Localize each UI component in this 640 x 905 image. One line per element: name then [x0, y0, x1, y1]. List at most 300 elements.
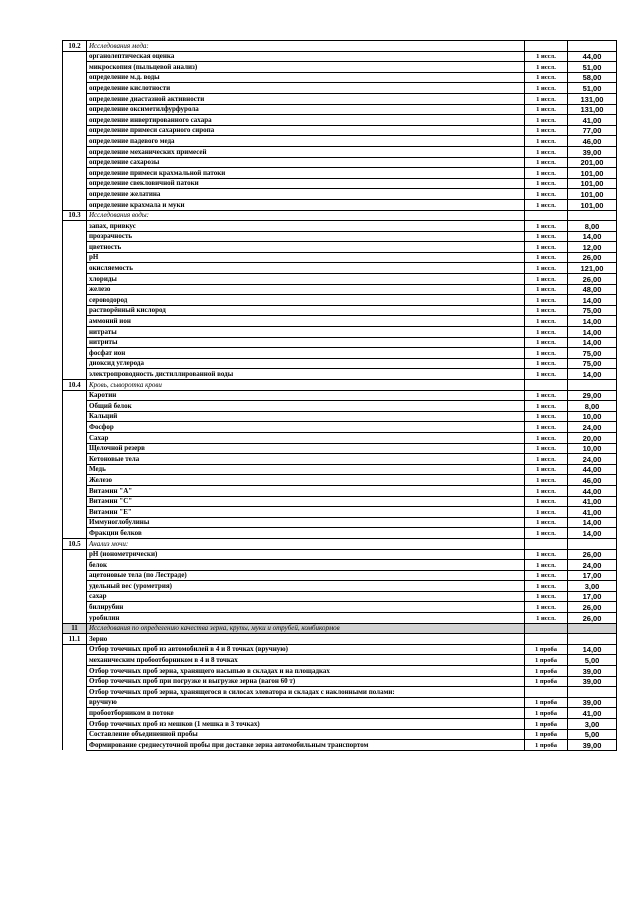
table-row — [63, 295, 617, 306]
row-number-cell — [63, 485, 87, 496]
service-price: 201,00 — [568, 157, 617, 168]
service-price — [568, 687, 617, 698]
service-price: 121,00 — [568, 263, 617, 274]
service-unit: 1 иссл. — [525, 104, 568, 115]
table-row — [63, 157, 617, 168]
row-number-cell — [63, 316, 87, 327]
table-row — [63, 517, 617, 528]
service-name: электропроводность дистиллированной воды — [87, 369, 525, 380]
row-number-cell — [63, 189, 87, 200]
row-number-cell — [63, 327, 87, 338]
service-unit: 1 иссл. — [525, 570, 568, 581]
row-number-cell — [63, 401, 87, 412]
service-unit: 1 проба — [525, 655, 568, 666]
table-row — [63, 104, 617, 115]
service-name: запах, привкус — [87, 221, 525, 232]
service-price: 39,00 — [568, 697, 617, 708]
service-price: 14,00 — [568, 517, 617, 528]
section-number: 10.2 — [63, 41, 87, 52]
service-price: 101,00 — [568, 168, 617, 179]
table-row — [63, 263, 617, 274]
section-header-row — [63, 538, 617, 549]
service-unit: 1 проба — [525, 729, 568, 740]
service-price: 17,00 — [568, 591, 617, 602]
table-row — [63, 602, 617, 613]
table-row — [63, 231, 617, 242]
service-unit: 1 проба — [525, 740, 568, 751]
service-unit: 1 иссл. — [525, 72, 568, 83]
service-name: Медь — [87, 464, 525, 475]
service-unit: 1 иссл. — [525, 327, 568, 338]
service-price: 14,00 — [568, 316, 617, 327]
service-price: 26,00 — [568, 252, 617, 263]
service-price: 51,00 — [568, 62, 617, 73]
table-row — [63, 528, 617, 539]
table-row — [63, 125, 617, 136]
row-number-cell — [63, 242, 87, 253]
service-price: 26,00 — [568, 602, 617, 613]
row-number-cell — [63, 305, 87, 316]
service-price: 75,00 — [568, 305, 617, 316]
service-price: 20,00 — [568, 432, 617, 443]
service-unit: 1 проба — [525, 719, 568, 730]
service-unit: 1 иссл. — [525, 51, 568, 62]
service-unit: 1 иссл. — [525, 305, 568, 316]
table-row — [63, 676, 617, 687]
service-price: 44,00 — [568, 464, 617, 475]
row-number-cell — [63, 284, 87, 295]
service-name: определение оксиметилфурфурола — [87, 104, 525, 115]
table-row — [63, 221, 617, 232]
service-unit: 1 иссл. — [525, 464, 568, 475]
table-row — [63, 570, 617, 581]
row-number-cell — [63, 454, 87, 465]
row-number-cell — [63, 146, 87, 157]
service-name: рН — [87, 252, 525, 263]
service-name: ацетоновые тела (по Лестраде) — [87, 570, 525, 581]
service-unit: 1 иссл. — [525, 231, 568, 242]
service-price: 48,00 — [568, 284, 617, 295]
unit-cell — [525, 380, 568, 391]
row-number-cell — [63, 697, 87, 708]
service-price: 41,00 — [568, 496, 617, 507]
table-row — [63, 613, 617, 624]
service-name: определение крахмала и муки — [87, 199, 525, 210]
service-name: удельный вес (урометрия) — [87, 581, 525, 592]
service-price: 41,00 — [568, 708, 617, 719]
service-unit: 1 иссл. — [525, 157, 568, 168]
service-price: 14,00 — [568, 327, 617, 338]
service-price: 131,00 — [568, 104, 617, 115]
service-name: билирубин — [87, 602, 525, 613]
table-row — [63, 72, 617, 83]
service-price: 39,00 — [568, 676, 617, 687]
table-row — [63, 719, 617, 730]
row-number-cell — [63, 591, 87, 602]
row-number-cell — [63, 348, 87, 359]
service-unit: 1 иссл. — [525, 115, 568, 126]
service-name: Фракции белков — [87, 528, 525, 539]
section-header-row — [63, 623, 617, 634]
service-price: 101,00 — [568, 178, 617, 189]
row-number-cell — [63, 570, 87, 581]
service-price: 46,00 — [568, 136, 617, 147]
table-row — [63, 401, 617, 412]
service-name: Щелочной резерв — [87, 443, 525, 454]
row-number-cell — [63, 72, 87, 83]
service-unit: 1 иссл. — [525, 199, 568, 210]
service-name: пробоотборником в потоке — [87, 708, 525, 719]
unit-cell — [525, 623, 568, 634]
row-number-cell — [63, 252, 87, 263]
row-number-cell — [63, 263, 87, 274]
service-name: определение сахарозы — [87, 157, 525, 168]
row-number-cell — [63, 740, 87, 751]
service-name: Фосфор — [87, 422, 525, 433]
service-name: Иммуноглобулины — [87, 517, 525, 528]
unit-cell — [525, 210, 568, 221]
service-unit: 1 иссл. — [525, 221, 568, 232]
table-row — [63, 740, 617, 751]
service-name: микроскопия (пыльцевой анализ) — [87, 62, 525, 73]
service-name: аммоний ион — [87, 316, 525, 327]
service-unit: 1 иссл. — [525, 337, 568, 348]
service-name: диоксид углерода — [87, 358, 525, 369]
table-row — [63, 93, 617, 104]
table-row — [63, 83, 617, 94]
service-unit: 1 иссл. — [525, 83, 568, 94]
service-price: 14,00 — [568, 295, 617, 306]
service-price: 5,00 — [568, 655, 617, 666]
service-price: 24,00 — [568, 560, 617, 571]
service-name: определение желатина — [87, 189, 525, 200]
service-name: вручную — [87, 697, 525, 708]
section-header-row — [63, 380, 617, 391]
service-unit: 1 иссл. — [525, 316, 568, 327]
row-number-cell — [63, 369, 87, 380]
table-row — [63, 422, 617, 433]
row-number-cell — [63, 422, 87, 433]
price-cell — [568, 538, 617, 549]
row-number-cell — [63, 104, 87, 115]
row-number-cell — [63, 517, 87, 528]
row-number-cell — [63, 168, 87, 179]
row-number-cell — [63, 655, 87, 666]
service-price: 14,00 — [568, 337, 617, 348]
price-cell — [568, 634, 617, 645]
table-row — [63, 189, 617, 200]
table-row — [63, 475, 617, 486]
row-number-cell — [63, 602, 87, 613]
table-row — [63, 178, 617, 189]
service-name: Отбор точечных проб зерна, хранящего насыпью в складах и на площадках — [87, 666, 525, 677]
row-number-cell — [63, 83, 87, 94]
service-unit: 1 иссл. — [525, 560, 568, 571]
service-price: 46,00 — [568, 475, 617, 486]
service-unit: 1 проба — [525, 708, 568, 719]
service-name: определение падевого меда — [87, 136, 525, 147]
service-price: 58,00 — [568, 72, 617, 83]
section-title: Исследования по определению качества зерна, крупы, муки и отрубей, комбикормов — [87, 623, 525, 634]
row-number-cell — [63, 464, 87, 475]
table-row — [63, 242, 617, 253]
service-price: 14,00 — [568, 231, 617, 242]
service-price: 17,00 — [568, 570, 617, 581]
service-price: 41,00 — [568, 115, 617, 126]
service-name: Витамин "Е" — [87, 507, 525, 518]
row-number-cell — [63, 443, 87, 454]
row-number-cell — [63, 475, 87, 486]
service-unit: 1 иссл. — [525, 432, 568, 443]
service-unit: 1 иссл. — [525, 475, 568, 486]
row-number-cell — [63, 549, 87, 560]
row-number-cell — [63, 178, 87, 189]
service-unit: 1 иссл. — [525, 168, 568, 179]
service-unit: 1 иссл. — [525, 485, 568, 496]
service-price: 3,00 — [568, 719, 617, 730]
service-price: 51,00 — [568, 83, 617, 94]
service-unit: 1 иссл. — [525, 62, 568, 73]
service-name: определение механических примесей — [87, 146, 525, 157]
service-name: Отбор точечных проб при погрузке и выгрузке зерна (вагон 60 т) — [87, 676, 525, 687]
service-price: 39,00 — [568, 740, 617, 751]
table-row — [63, 168, 617, 179]
table-row — [63, 390, 617, 401]
table-row — [63, 136, 617, 147]
service-name: фосфат ион — [87, 348, 525, 359]
service-price: 3,00 — [568, 581, 617, 592]
row-number-cell — [63, 507, 87, 518]
row-number-cell — [63, 125, 87, 136]
service-name: растворённый кислород — [87, 305, 525, 316]
section-header-row — [63, 634, 617, 645]
service-name: Кетоновые тела — [87, 454, 525, 465]
row-number-cell — [63, 560, 87, 571]
service-price: 44,00 — [568, 485, 617, 496]
table-row — [63, 644, 617, 655]
service-price: 39,00 — [568, 146, 617, 157]
table-row — [63, 369, 617, 380]
service-unit: 1 иссл. — [525, 443, 568, 454]
row-number-cell — [63, 719, 87, 730]
table-row — [63, 252, 617, 263]
service-unit: 1 иссл. — [525, 422, 568, 433]
service-price: 41,00 — [568, 507, 617, 518]
service-price: 8,00 — [568, 221, 617, 232]
section-header-row — [63, 41, 617, 52]
table-row — [63, 316, 617, 327]
service-name: сахар — [87, 591, 525, 602]
service-unit: 1 проба — [525, 676, 568, 687]
table-row — [63, 708, 617, 719]
table-row — [63, 581, 617, 592]
service-name: механическим пробоотборником в 4 и 8 точках — [87, 655, 525, 666]
unit-cell — [525, 41, 568, 52]
service-price: 14,00 — [568, 644, 617, 655]
table-row — [63, 284, 617, 295]
row-number-cell — [63, 390, 87, 401]
service-name: Отбор точечных проб зерна, хранящегося в силосах элеватора и складах с наклонными полами: — [87, 687, 525, 698]
row-number-cell — [63, 295, 87, 306]
section-title: Зерно — [87, 634, 525, 645]
service-unit: 1 иссл. — [525, 189, 568, 200]
service-unit: 1 иссл. — [525, 390, 568, 401]
service-price: 24,00 — [568, 454, 617, 465]
service-name: Формирование среднесуточной пробы при доставке зерна автомобильным транспортом — [87, 740, 525, 751]
service-unit: 1 иссл. — [525, 284, 568, 295]
service-price: 24,00 — [568, 422, 617, 433]
service-price: 26,00 — [568, 613, 617, 624]
price-table — [62, 40, 617, 751]
section-title: Исследования меда: — [87, 41, 525, 52]
service-unit: 1 иссл. — [525, 348, 568, 359]
service-price: 10,00 — [568, 443, 617, 454]
service-unit: 1 иссл. — [525, 125, 568, 136]
service-name: нитриты — [87, 337, 525, 348]
service-price: 26,00 — [568, 549, 617, 560]
service-price: 39,00 — [568, 666, 617, 677]
price-list-document — [62, 40, 616, 751]
row-number-cell — [63, 274, 87, 285]
service-price: 44,00 — [568, 51, 617, 62]
price-cell — [568, 41, 617, 52]
service-price: 10,00 — [568, 411, 617, 422]
service-name: определение м.д. воды — [87, 72, 525, 83]
service-name: рН (ионометрически) — [87, 549, 525, 560]
section-number: 11 — [63, 623, 87, 634]
service-unit: 1 иссл. — [525, 295, 568, 306]
row-number-cell — [63, 221, 87, 232]
table-row — [63, 496, 617, 507]
service-name: Общий белок — [87, 401, 525, 412]
row-number-cell — [63, 496, 87, 507]
service-unit: 1 иссл. — [525, 549, 568, 560]
row-number-cell — [63, 708, 87, 719]
service-name: Сахар — [87, 432, 525, 443]
service-name: определение примеси сахарного сиропа — [87, 125, 525, 136]
service-price: 101,00 — [568, 189, 617, 200]
service-name: Витамин "А" — [87, 485, 525, 496]
table-row — [63, 199, 617, 210]
row-number-cell — [63, 528, 87, 539]
service-unit: 1 иссл. — [525, 528, 568, 539]
service-price: 77,00 — [568, 125, 617, 136]
row-number-cell — [63, 62, 87, 73]
service-unit: 1 иссл. — [525, 591, 568, 602]
table-row — [63, 464, 617, 475]
service-unit: 1 иссл. — [525, 252, 568, 263]
table-row — [63, 507, 617, 518]
row-number-cell — [63, 411, 87, 422]
service-name: Каротин — [87, 390, 525, 401]
service-unit: 1 иссл. — [525, 178, 568, 189]
row-number-cell — [63, 358, 87, 369]
row-number-cell — [63, 199, 87, 210]
row-number-cell — [63, 687, 87, 698]
row-number-cell — [63, 676, 87, 687]
table-row — [63, 697, 617, 708]
table-row — [63, 687, 617, 698]
service-name: Железо — [87, 475, 525, 486]
price-cell — [568, 623, 617, 634]
row-number-cell — [63, 644, 87, 655]
service-price: 14,00 — [568, 528, 617, 539]
service-name: органолептическая оценка — [87, 51, 525, 62]
row-number-cell — [63, 729, 87, 740]
price-cell — [568, 210, 617, 221]
table-row — [63, 432, 617, 443]
service-unit: 1 проба — [525, 644, 568, 655]
service-unit: 1 иссл. — [525, 263, 568, 274]
row-number-cell — [63, 115, 87, 126]
table-row — [63, 411, 617, 422]
section-header-row — [63, 210, 617, 221]
service-unit: 1 иссл. — [525, 274, 568, 285]
service-unit: 1 иссл. — [525, 369, 568, 380]
table-row — [63, 51, 617, 62]
service-unit: 1 иссл. — [525, 602, 568, 613]
table-row — [63, 443, 617, 454]
section-number: 10.4 — [63, 380, 87, 391]
service-price: 75,00 — [568, 358, 617, 369]
row-number-cell — [63, 157, 87, 168]
table-row — [63, 549, 617, 560]
service-name: Составление объединенной пробы — [87, 729, 525, 740]
service-unit: 1 иссл. — [525, 358, 568, 369]
service-price: 29,00 — [568, 390, 617, 401]
service-unit: 1 проба — [525, 666, 568, 677]
service-price: 26,00 — [568, 274, 617, 285]
service-name: уробилин — [87, 613, 525, 624]
service-unit: 1 иссл. — [525, 454, 568, 465]
row-number-cell — [63, 666, 87, 677]
row-number-cell — [63, 613, 87, 624]
service-name: определение диастазной активности — [87, 93, 525, 104]
row-number-cell — [63, 581, 87, 592]
service-unit: 1 иссл. — [525, 517, 568, 528]
table-row — [63, 305, 617, 316]
table-row — [63, 560, 617, 571]
service-name: белок — [87, 560, 525, 571]
service-name: определение инвертированного сахара — [87, 115, 525, 126]
service-unit: 1 иссл. — [525, 507, 568, 518]
service-name: определение примеси крахмальной патоки — [87, 168, 525, 179]
service-unit: 1 иссл. — [525, 581, 568, 592]
table-row — [63, 62, 617, 73]
row-number-cell — [63, 337, 87, 348]
table-row — [63, 348, 617, 359]
service-name: Витамин "С" — [87, 496, 525, 507]
table-row — [63, 337, 617, 348]
section-number: 11.1 — [63, 634, 87, 645]
row-number-cell — [63, 432, 87, 443]
unit-cell — [525, 634, 568, 645]
service-price: 12,00 — [568, 242, 617, 253]
section-number: 10.3 — [63, 210, 87, 221]
service-unit — [525, 687, 568, 698]
row-number-cell — [63, 231, 87, 242]
table-row — [63, 485, 617, 496]
table-row — [63, 358, 617, 369]
table-row — [63, 454, 617, 465]
row-number-cell — [63, 51, 87, 62]
service-name: прозрачность — [87, 231, 525, 242]
service-name: нитраты — [87, 327, 525, 338]
service-price: 8,00 — [568, 401, 617, 412]
service-name: Отбор точечных проб из автомобилей в 4 и 8 точках (вручную) — [87, 644, 525, 655]
service-unit: 1 иссл. — [525, 242, 568, 253]
section-title: Исследования воды: — [87, 210, 525, 221]
